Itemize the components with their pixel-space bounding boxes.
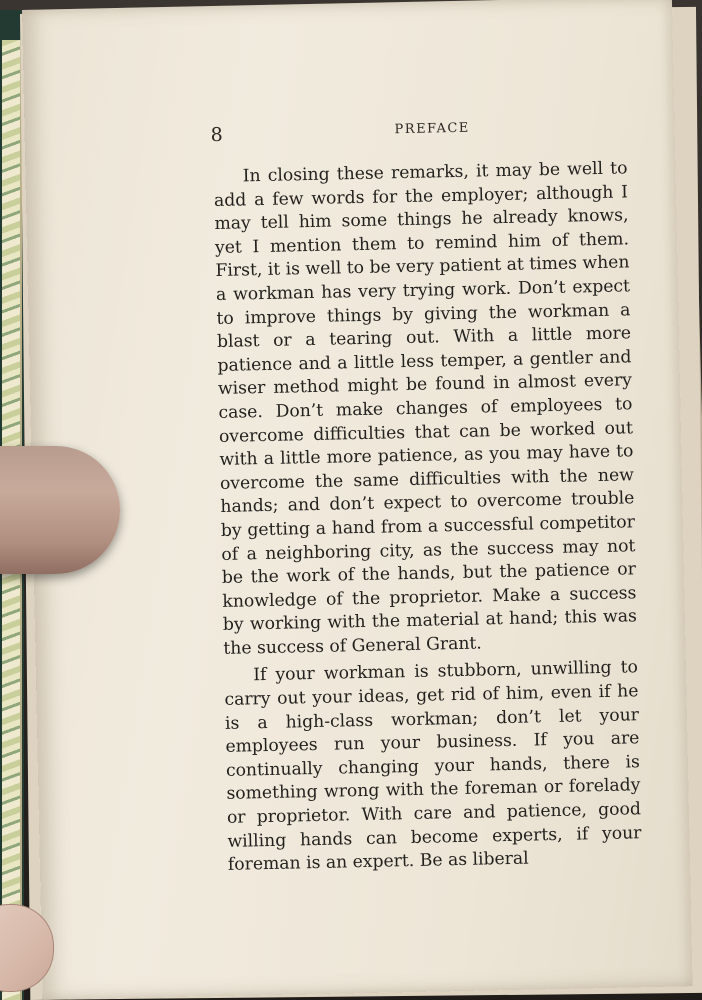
body-text — [213, 157, 642, 877]
book-page — [22, 0, 693, 1000]
paragraph-1: In closing these remarks, it may be well to add a few words for the employer; although I may tell him some things he already knows, yet I mention them to remind him of them. First, it is well to be very patient at times when a workman has very trying work. Don’t expect to improve things by giving the workman a blast or a tearing out. With a little more patience and a little less temper, a gentler and wiser method might be found in almost every case. Don’t make changes of employees to overcome difficulties that can be worked out with a little more patience, as you may have to overcome the same difficulties with the new hands; and don’t expect to overcome trouble by getting a hand from a successful competitor of a neighboring city, as the success may not be the work of the hands, but the patience or knowledge of the proprietor. Make a success by working with the material at hand; this was the success of General Grant. — [213, 158, 638, 659]
paragraph-2: If your workman is stubborn, unwilling to carry out your ideas, get rid of him, even if he is a high-class workman; don’t let your employees run your business. If you are continually changing your hands, there is something wrong with the foreman or forelady or proprietor. With care and patience, good willing hands can become experts, if your foreman is an expert. Be as liberal — [224, 657, 642, 876]
running-head: PREFACE — [394, 120, 470, 138]
page-number: 8 — [210, 123, 223, 147]
